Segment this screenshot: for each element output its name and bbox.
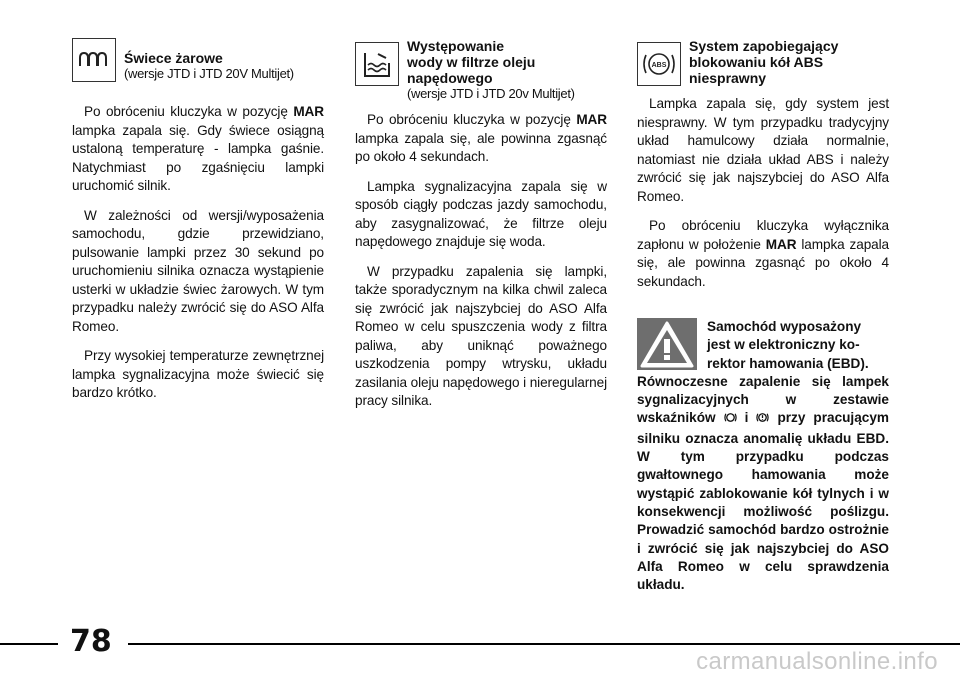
abs-icon [637,42,681,86]
paragraph: Lampka zapala się, gdy system jest niesprawny. W tym przypadku tradycyjny układ hamulcowy działa normalnie, natomiast nie działa układ ABS i należy zwrócić się jak najszybciej do ASO Alfa Romeo. [637,96,889,204]
section-header [407,38,607,102]
section-title: System zapobiegający blokowaniu kół ABS niesprawny [689,38,839,86]
paragraph: Lampka sygnalizacyjna zapala się w sposób ciągły podczas jazdy samochodu, aby zasygnalizować, że filtrze oleju napędowego znajduje się woda. [355,178,607,249]
section-water-in-filter [355,38,607,422]
section-title: Świece żarowe [124,50,223,66]
section-abs-failure [637,38,889,302]
abs-indicator-icon [724,411,737,429]
svg-text:ABS: ABS [651,62,667,69]
warning-text: Samochód wyposażony jest w elektroniczny ko- rektor hamowania (EBD). Równoczesne zapalenie się lampek sygnalizacyjnych w zestawie wskaźników i przy pracującym silniku oznacza anomalię układu EBD. W tym przypadku podczas gwałtownego hamowania może wystąpić zablokowanie kół tylnych i w konsekwencji możliwość poślizgu. Prowadzić samochód bardzo ostrożnie i zwrócić się jak najszybciej do ASO Alfa Romeo w celu sprawdzenia układu. [637,319,889,593]
section-header [124,38,324,96]
section-glow-plugs [72,38,324,414]
paragraph: W przypadku zapalenia się lampki, także sporadycznym na kilka chwil zaleca się zwrócić jak najszybciej do ASO Alfa Romeo w celu spuszczenia wody z filtra paliwa, aby uniknąć poważnego uszkodzenia pompy wtrysku, układu zasilania oleju napędowego i nieregularnej pracy silnika. [355,263,607,408]
paragraph: Przy wysokiej temperaturze zewnętrznej lampka sygnalizacyjna może świecić się bardzo krótko. [72,348,324,400]
footer-rule [128,643,960,645]
paragraph: Po obróceniu kluczyka wyłącznika zapłonu w położenie MAR lampka zapala się, ale powinna zgasnąć po około 4 sekundach. [637,218,889,289]
footer-rule [0,643,58,645]
paragraph: Po obróceniu kluczyka w pozycję MAR lampka zapala się. Gdy świece osiągną ustaloną temperaturę - lampka gaśnie. Natychmiast po zgaśnięciu lampki uruchomić silnik. [72,104,324,193]
section-subtitle: (wersje JTD i JTD 20v Multijet) [407,86,575,101]
warning-triangle-icon [637,318,697,370]
section-subtitle: (wersje JTD i JTD 20V Multijet) [124,66,294,81]
section-header [689,38,889,86]
brake-indicator-icon [756,411,769,429]
paragraph: Po obróceniu kluczyka w pozycję MAR lampka zapala się, ale powinna zgasnąć po około 4 sekundach. [355,112,607,164]
section-title: Występowanie wody w filtrze oleju napędowego [407,38,536,86]
ebd-warning [637,318,889,594]
paragraph: W zależności od wersji/wyposażenia samochodu, gdzie przewidziano, pulsowanie lampki przez 30 sekund po uruchomieniu silnika oznacza wystąpienie usterki w układzie świec żarowych. W tym przypadku należy zwrócić się do ASO Alfa Romeo. [72,207,324,334]
glow-plug-icon [72,38,116,82]
water-in-fuel-filter-icon [355,42,399,86]
watermark: carmanualsonline.info [696,648,938,675]
page-number: 78 [70,624,112,659]
